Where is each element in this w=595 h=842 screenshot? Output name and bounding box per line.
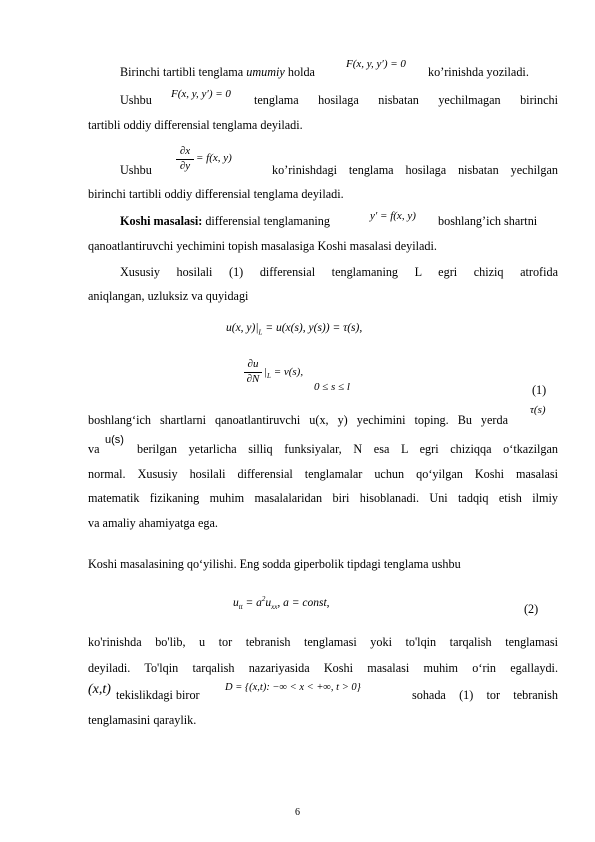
para3-formula-rhs: = f(x, y)	[196, 152, 232, 164]
para8-line4: tenglamasini qaraylik.	[88, 713, 197, 727]
eq1-lhs: u(x, y)|	[226, 322, 259, 334]
para5-line2: aniqlangan, uzluksiz va quyidagi	[88, 289, 249, 303]
para6-tau: τ(s)	[530, 404, 546, 416]
eq2-mid: = a	[242, 596, 262, 609]
para6-line1: boshlang‘ich shartlarni qanoatlantiruvchi u(x, y) yechimini toping. Bu yerda	[88, 413, 508, 427]
eq1-rhs: = u(x(s), y(s)) = τ(s),	[262, 322, 363, 334]
para4-tail: boshlang’ich shartni	[438, 214, 538, 228]
para2-line2: tartibli oddiy differensial tenglama deyiladi.	[88, 118, 303, 132]
para4-line2: qanoatlantiruvchi yechimini topish masalasiga Koshi masalasi deyiladi.	[88, 239, 437, 253]
eq1-frac-den: ∂N	[246, 373, 260, 385]
eq2-formula	[233, 595, 330, 611]
eq1-nu: = ν(s),	[270, 366, 304, 378]
eq2-number: (2)	[524, 602, 539, 616]
eq1-number: (1)	[532, 383, 547, 397]
para8-xt: (x,t)	[88, 682, 111, 697]
koshi-heading: Koshi masalasi:	[120, 214, 203, 228]
para8-line1: ko'rinishda bo'lib, u tor tebranish tenglamasi yoki to'lqin tarqalish tenglamasi	[88, 635, 558, 649]
eq1-frac-num: ∂u	[247, 358, 259, 370]
eq1-line2	[264, 366, 303, 380]
para2-formula: F(x, y, y′) = 0	[171, 88, 231, 100]
page-number: 6	[295, 807, 300, 818]
eq2-u: u	[233, 596, 239, 609]
para3-ushbu: Ushbu	[120, 163, 152, 177]
para3-line2: birinchi tartibli oddiy differensial tenglama deyiladi.	[88, 187, 344, 201]
para6-line2: berilgan yetarlicha silliq funksiyalar, N esa L egri chiziqqa o‘tkazilgan	[137, 442, 558, 456]
para6-line3: normal. Xususiy hosilali differensial tenglamalar uchun qo‘yilgan Koshi masalasi	[88, 467, 558, 481]
eq2-rest: , a = const,	[277, 596, 330, 609]
para3-text: ko’rinishdagi tenglama hosilaga nisbatan yechilgan	[272, 163, 558, 177]
eq2-mid2: u	[265, 596, 272, 609]
eq1-line1	[226, 322, 362, 336]
eq1-sub: L	[258, 328, 263, 337]
para7-line: Koshi masalasining qo‘yilishi. Eng sodda giperbolik tipdagi tenglama ushbu	[88, 557, 461, 571]
para1-text-c: holda	[284, 65, 315, 79]
para1-line	[120, 64, 315, 80]
para8-line2: deyiladi. To'lqin tarqalish nazariyasida Koshi masalasi muhim o‘rin egallaydi.	[88, 661, 558, 675]
para8-tekislik: tekislikdagi biror	[116, 688, 200, 702]
para6-line4: matematik fizikaning muhim masalalaridan biri hisoblanadi. Uni tadqiq etish ilmiy	[88, 491, 558, 505]
para1-italic-word: umumiy	[246, 65, 285, 79]
para8-domain: D = {(x,t): −∞ < x < +∞, t > 0}	[225, 682, 361, 693]
para8-tail: sohada (1) tor tebranish	[412, 688, 558, 702]
para1-formula: F(x, y, y′) = 0	[346, 58, 406, 70]
eq2-sub2: xx	[271, 603, 278, 612]
eq2-sub1: tt	[238, 603, 243, 612]
eq1-bar: |	[264, 366, 268, 378]
para1-tail: ko’rinishda yoziladi.	[428, 65, 529, 79]
para6-u: u(s)	[105, 434, 124, 446]
para4-text-a: differensial tenglamaning	[202, 214, 330, 228]
para4-line1	[120, 213, 330, 229]
para2-text: tenglama hosilaga nisbatan yechilmagan birinchi	[254, 93, 558, 107]
eq1-sub2: L	[267, 372, 271, 381]
para3-formula-den: ∂y	[179, 160, 191, 172]
eq1-range: 0 ≤ s ≤ l	[314, 381, 350, 393]
para3-formula-num: ∂x	[179, 145, 191, 157]
para1-text-a: Birinchi tartibli tenglama	[120, 65, 247, 79]
para2-ushbu: Ushbu	[120, 93, 152, 107]
para6-va: va	[88, 442, 100, 456]
para6-line5: va amaliy ahamiyatga ega.	[88, 516, 218, 530]
para4-formula: y′ = f(x, y)	[370, 210, 416, 222]
eq2-sup: 2	[261, 595, 266, 603]
para5-line1: Xususiy hosilali (1) differensial tenglamaning L egri chiziq atrofida	[120, 265, 558, 279]
